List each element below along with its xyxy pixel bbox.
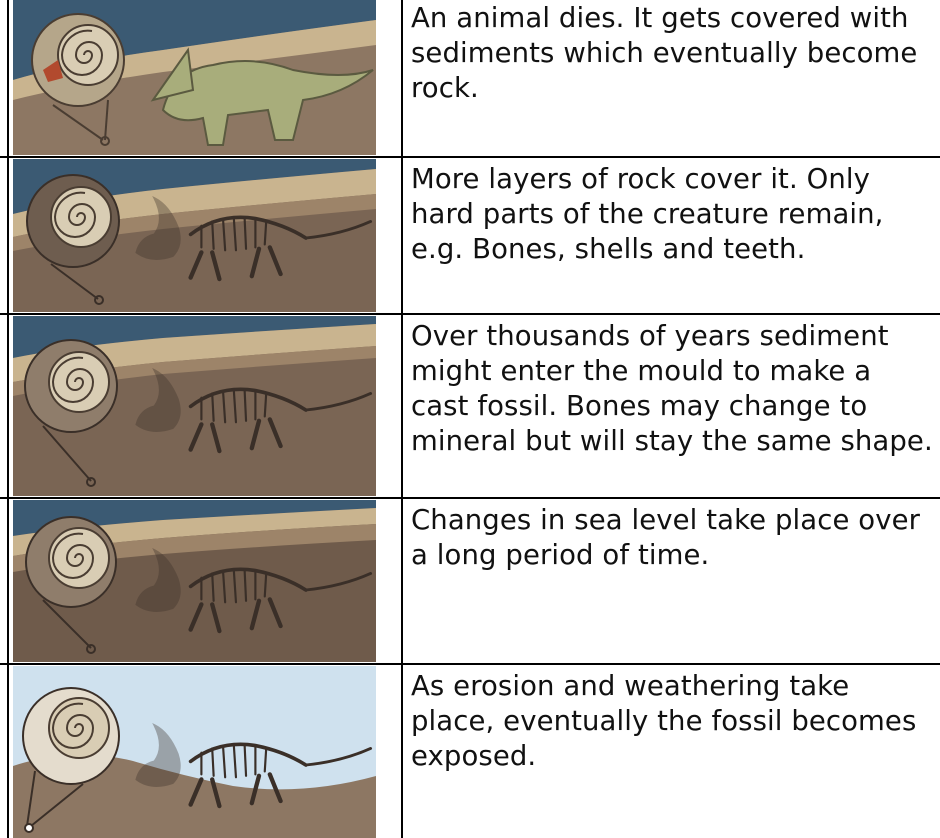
stage-description: More layers of rock cover it. Only hard parts of the creature remain, e.g. Bones, shells and teeth. [411,163,884,265]
stage-image-cast-fossil-skeleton [13,316,376,496]
stage-image-buried-skeleton [13,159,376,312]
row-divider [0,313,940,315]
table-row [0,314,940,498]
table-row [0,0,940,157]
row-divider [0,156,940,158]
table-row [0,498,940,664]
table-column-divider [401,0,403,838]
table-row [0,664,940,838]
row-divider [0,663,940,665]
row-divider [0,497,940,499]
stage-description: Over thousands of years sediment might enter the mould to make a cast fossil. Bones may change to mineral but will stay the same shape. [411,320,933,457]
table-row [0,157,940,314]
stage-description: As erosion and weathering take place, eventually the fossil becomes exposed. [411,670,917,772]
stage-description: Changes in sea level take place over a long period of time. [411,504,921,571]
stage-image-fresh-dinosaur-carcass [13,0,376,155]
stage-image-fossil-deep-underground [13,500,376,662]
stage-image-exposed-fossil [13,666,376,838]
stage-description: An animal dies. It gets covered with sediments which eventually become rock. [411,2,918,104]
table-border-left [7,0,9,838]
